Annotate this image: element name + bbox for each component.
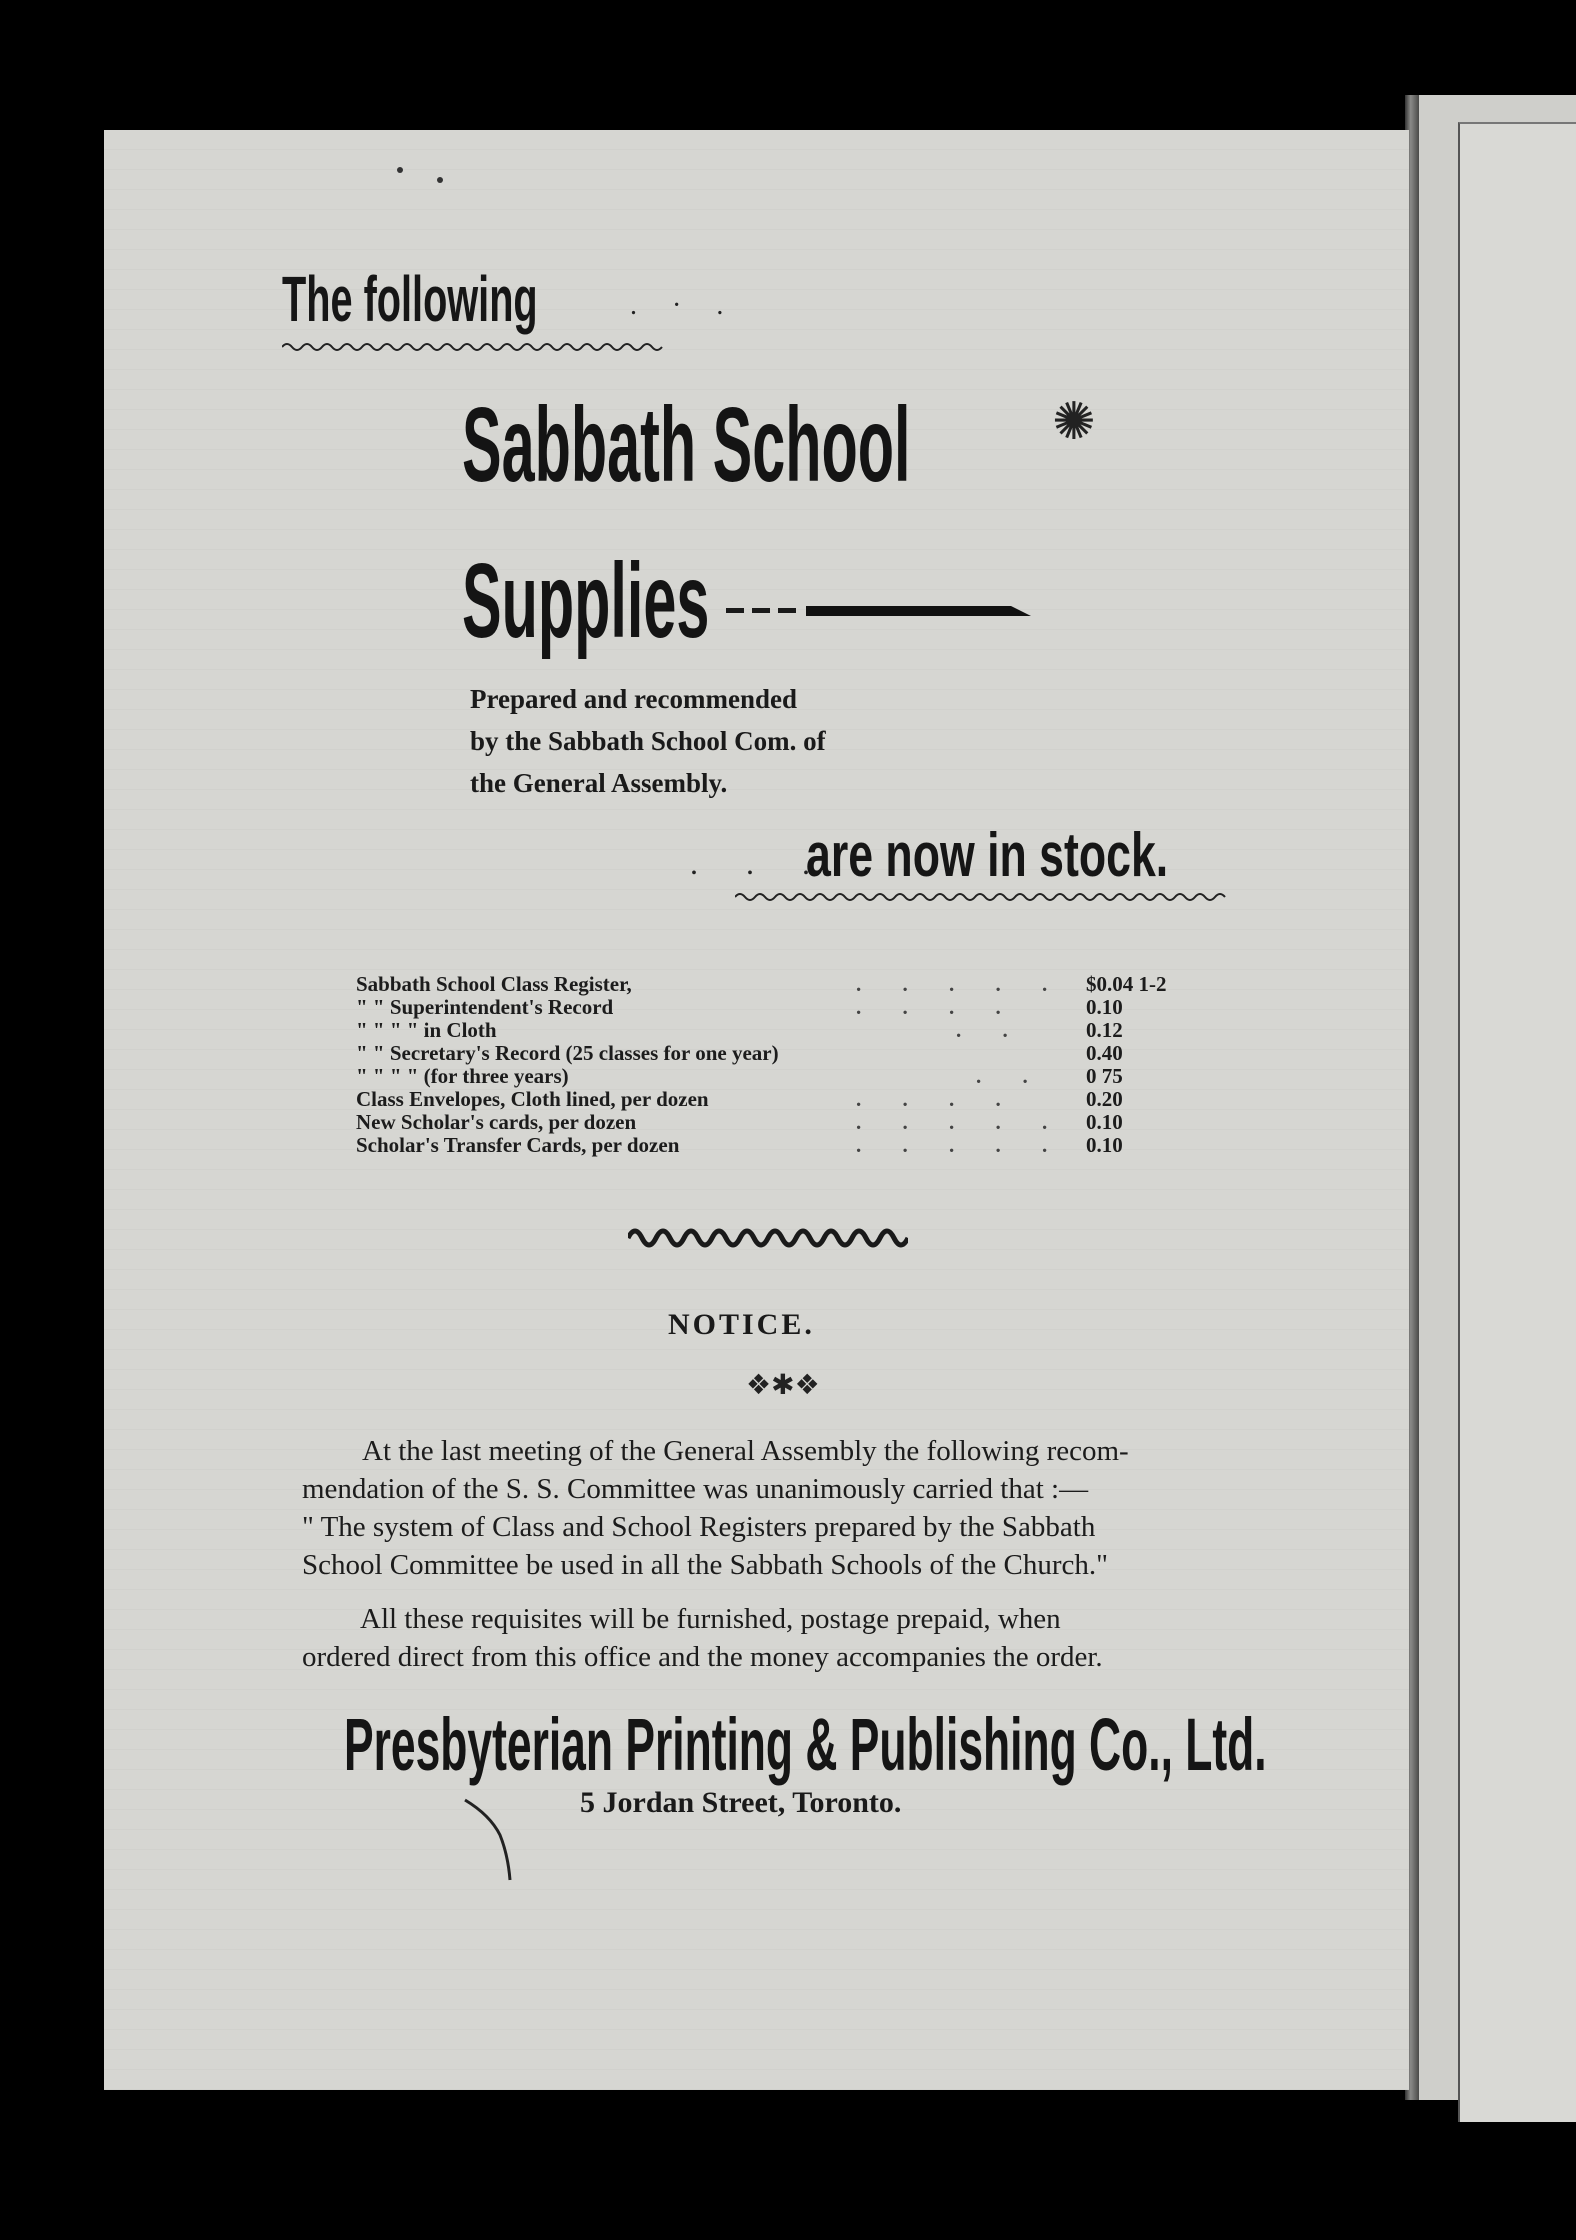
wavy-underline-stock xyxy=(735,890,1235,904)
scan-mark xyxy=(380,150,460,200)
price-item: Class Envelopes, Cloth lined, per dozen xyxy=(356,1087,709,1111)
in-stock-dots: . . . xyxy=(690,845,830,881)
subtitle-line-1: Prepared and recommended xyxy=(470,684,797,714)
requisites-line: All these requisites will be furnished, postage prepaid, when xyxy=(360,1603,1061,1635)
zigzag-ornament xyxy=(628,1222,908,1248)
leader-dots: . . . . . xyxy=(856,1110,1066,1134)
notice-line: mendation of the S. S. Committee was unanimously carried that :— xyxy=(302,1473,1089,1505)
price-list-row xyxy=(356,995,1156,1017)
price-list-row xyxy=(356,1018,1156,1040)
publisher-name: Presbyterian Printing & Publishing Co., Ltd. xyxy=(344,1703,1267,1786)
asterisk-ornament-icon: ✺ xyxy=(1052,392,1096,452)
price-value: $0.04 1-2 xyxy=(1086,972,1167,996)
leader-dots: . . xyxy=(976,1064,1046,1088)
adjacent-page-sheet xyxy=(1458,122,1576,2122)
title-line-2: Supplies xyxy=(462,542,710,660)
notice-line: " The system of Class and School Registers prepared by the Sabbath xyxy=(302,1511,1096,1543)
price-value: 0.10 xyxy=(1086,1133,1123,1157)
title-line-1: Sabbath School xyxy=(462,386,911,504)
price-value: 0.40 xyxy=(1086,1041,1123,1065)
notice-line: At the last meeting of the General Assembly the following recom- xyxy=(362,1435,1129,1467)
price-item: " " " " in Cloth xyxy=(356,1018,497,1042)
price-list-row xyxy=(356,1133,1156,1155)
price-item: " " Secretary's Record (25 classes for one year) xyxy=(356,1041,779,1065)
notice-line: School Committee be used in all the Sabbath Schools of the Church." xyxy=(302,1549,1108,1581)
price-item: " " " " (for three years) xyxy=(356,1064,569,1088)
price-item: Scholar's Transfer Cards, per dozen xyxy=(356,1133,680,1157)
price-list-row xyxy=(356,1041,1156,1063)
publisher-address: 5 Jordan Street, Toronto. xyxy=(580,1786,902,1819)
price-list-row xyxy=(356,1110,1156,1132)
leader-dots: . . . . xyxy=(856,995,1019,1019)
scan-mark-pen-stroke xyxy=(460,1795,530,1885)
price-value: 0.10 xyxy=(1086,1110,1123,1134)
price-value: 0.20 xyxy=(1086,1087,1123,1111)
subtitle-line-2: by the Sabbath School Com. of xyxy=(470,726,826,756)
intro-heading: The following xyxy=(282,263,538,335)
price-list-row xyxy=(356,1087,1156,1109)
price-item: " " Superintendent's Record xyxy=(356,995,614,1019)
leader-dots: . . . . . xyxy=(856,1133,1066,1157)
notice-paragraph xyxy=(302,1432,1262,1584)
price-value: 0.12 xyxy=(1086,1018,1123,1042)
price-value: 0.10 xyxy=(1086,995,1123,1019)
dash-rule xyxy=(726,600,1036,624)
leader-dots: . . . . . xyxy=(856,972,1066,996)
fleuron-ornament-icon: ❖✱❖ xyxy=(746,1368,820,1401)
subtitle-line-3: the General Assembly. xyxy=(470,768,728,798)
leader-dots: . . . . xyxy=(856,1087,1019,1111)
notice-heading: NOTICE. xyxy=(668,1308,815,1341)
price-value: 0 75 xyxy=(1086,1064,1123,1088)
requisites-line: ordered direct from this office and the money accompanies the order. xyxy=(302,1641,1103,1673)
price-item: Sabbath School Class Register, xyxy=(356,972,632,996)
requisites-paragraph xyxy=(302,1600,1262,1676)
intro-dots: . · . xyxy=(630,290,738,321)
price-list-row xyxy=(356,1064,1156,1086)
price-list-row xyxy=(356,972,1167,996)
leader-dots: . . xyxy=(956,1018,1026,1042)
price-item: New Scholar's cards, per dozen xyxy=(356,1110,637,1134)
wavy-underline-intro xyxy=(282,340,672,354)
in-stock-heading: are now in stock. xyxy=(806,821,1169,890)
